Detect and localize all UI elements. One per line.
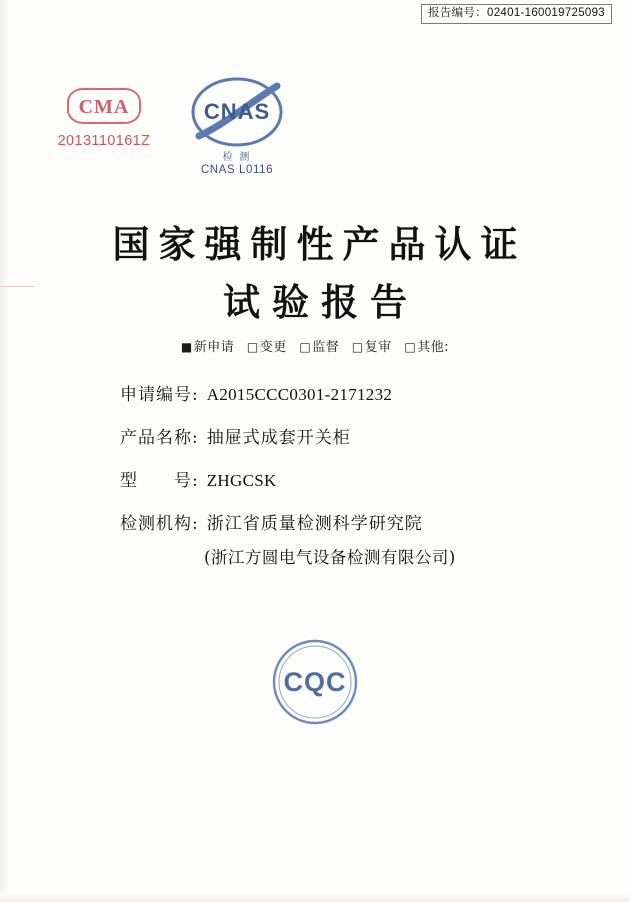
field-model-value: ZHGCSK xyxy=(206,471,277,490)
field-application-number-label: 申请编号: xyxy=(120,385,199,405)
option-new-application[interactable]: ■ 新申请 xyxy=(181,340,234,355)
option-change[interactable]: □ 变更 xyxy=(247,340,287,355)
cma-badge-icon xyxy=(67,88,141,124)
field-application-number-value: A2015CCC0301-2171232 xyxy=(206,385,393,404)
accreditation-marks xyxy=(0,74,630,184)
page-title-line-2: 试验报告 xyxy=(223,280,419,324)
field-testing-organization-value: 浙江省质量检测科学研究院 xyxy=(206,514,423,534)
field-product-name xyxy=(120,427,540,449)
field-testing-organization xyxy=(120,513,540,535)
field-testing-organization-label: 检测机构: xyxy=(120,514,199,534)
cnas-mark xyxy=(178,74,296,176)
cnas-code: CNAS L0116 xyxy=(200,164,274,176)
page-title-line-1: 国家强制性产品认证 xyxy=(112,222,527,266)
cma-mark xyxy=(44,88,164,149)
svg-text:CNAS: CNAS xyxy=(203,99,271,124)
report-number-value: 02401-160019725093 xyxy=(487,7,605,19)
field-product-name-value: 抽屉式成套开关柜 xyxy=(206,428,351,448)
field-testing-organization-subsidiary: (浙江方圆电气设备检测有限公司) xyxy=(204,548,456,567)
option-review[interactable]: □ 复审 xyxy=(352,340,392,355)
field-model-label: 型 号: xyxy=(120,471,199,491)
report-fields xyxy=(120,384,540,586)
report-number-label: 报告编号： xyxy=(428,7,488,19)
cqc-seal-icon xyxy=(269,636,361,728)
field-application-number xyxy=(120,384,540,406)
application-type-options xyxy=(0,336,630,355)
cma-label: CMA xyxy=(78,96,130,118)
cnas-subtitle: 检 测 xyxy=(222,152,252,163)
cma-number: 2013110161Z xyxy=(57,133,151,149)
option-other[interactable]: □ 其他: xyxy=(404,340,449,355)
field-product-name-label: 产品名称: xyxy=(120,428,199,448)
option-supervision[interactable]: □ 监督 xyxy=(299,340,339,355)
scan-edge-bottom xyxy=(0,892,630,902)
report-number xyxy=(421,4,612,24)
svg-text:CQC: CQC xyxy=(283,667,347,697)
field-model xyxy=(120,470,540,492)
cnas-circle-icon xyxy=(185,74,289,152)
